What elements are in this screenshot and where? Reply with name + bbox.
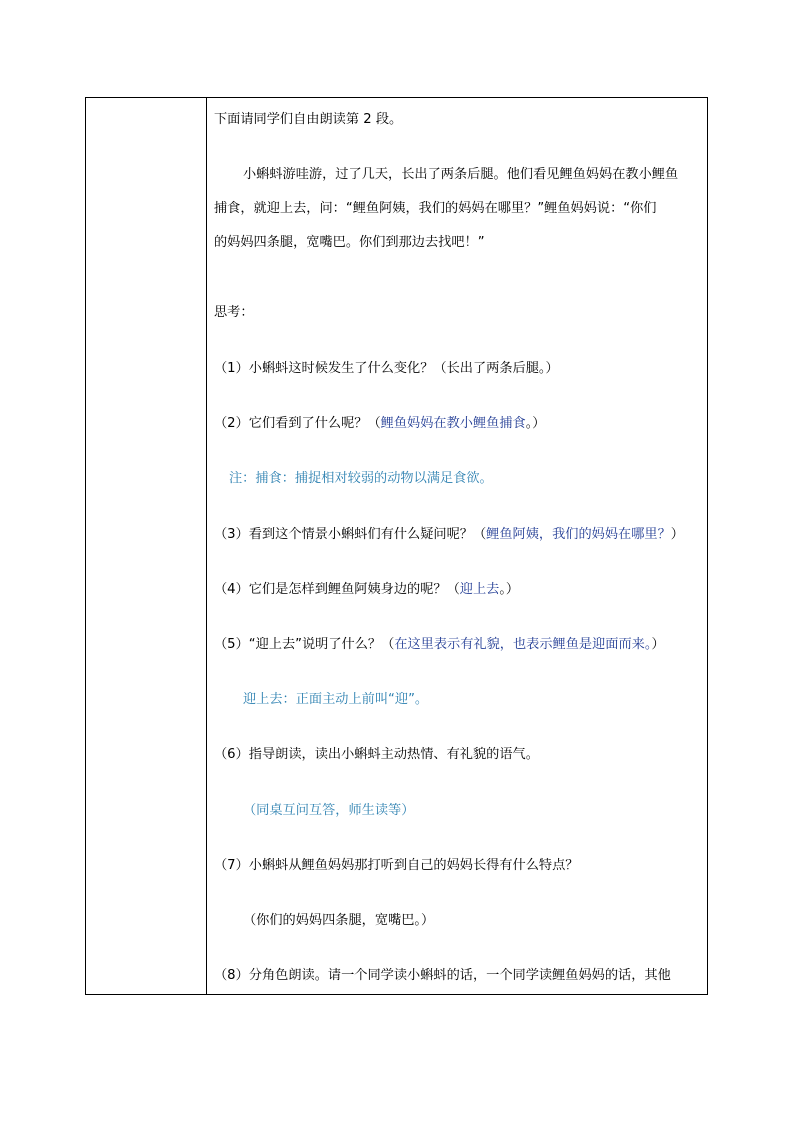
lesson-table bbox=[85, 97, 708, 995]
text-line-intro: 下面请同学们自由朗读第 2 段。 bbox=[214, 112, 403, 127]
question-2: （2）它们看到了什么呢？（鲤鱼妈妈在教小鲤鱼捕食。） bbox=[214, 416, 546, 431]
text-line-think-heading: 思考： bbox=[214, 305, 254, 320]
question-6: （6）指导朗读，读出小蝌蚪主动热情、有礼貌的语气。 bbox=[214, 747, 539, 762]
text-line-passage-1: 小蝌蚪游哇游，过了几天，长出了两条后腿。他们看见鲤鱼妈妈在教小鲤鱼 bbox=[243, 167, 679, 182]
question-1: （1）小蝌蚪这时候发生了什么变化？（长出了两条后腿。） bbox=[214, 361, 559, 376]
table-left-column bbox=[86, 98, 207, 994]
question-8: （8）分角色朗读。请一个同学读小蝌蚪的话，一个同学读鲤鱼妈妈的话，其他 bbox=[214, 968, 671, 983]
note-predation: 注：捕食：捕捉相对较弱的动物以满足食欲。 bbox=[229, 471, 493, 486]
table-right-column bbox=[207, 98, 707, 994]
note-pair-reading: （同桌互问互答，师生读等） bbox=[243, 803, 415, 818]
question-7: （7）小蝌蚪从鲤鱼妈妈那打听到自己的妈妈长得有什么特点？ bbox=[214, 858, 579, 873]
text-line-passage-3: 的妈妈四条腿，宽嘴巴。你们到那边去找吧！” bbox=[214, 235, 485, 250]
question-4: （4）它们是怎样到鲤鱼阿姨身边的呢？（迎上去。） bbox=[214, 582, 520, 597]
question-5: （5）“迎上去”说明了什么？（在这里表示有礼貌，也表示鲤鱼是迎面而来。） bbox=[214, 637, 665, 652]
question-3: （3）看到这个情景小蝌蚪们有什么疑问呢？（鲤鱼阿姨，我们的妈妈在哪里？） bbox=[214, 527, 684, 542]
note-welcome: 迎上去：正面主动上前叫“迎”。 bbox=[243, 692, 429, 707]
answer-7: （你们的妈妈四条腿，宽嘴巴。） bbox=[243, 913, 435, 928]
text-line-passage-2: 捕食，就迎上去，问：“鲤鱼阿姨，我们的妈妈在哪里？”鲤鱼妈妈说：“你们 bbox=[214, 201, 657, 216]
